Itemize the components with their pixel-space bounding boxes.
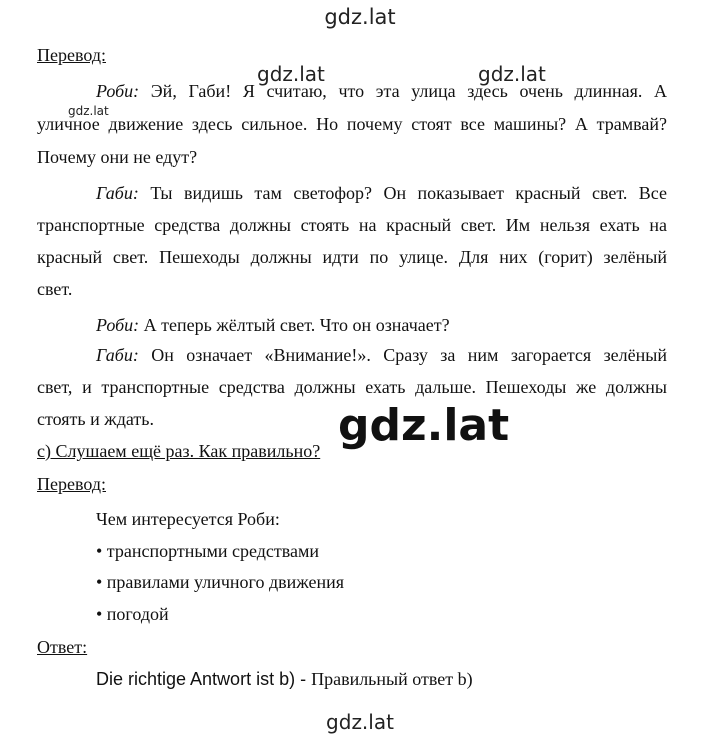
- watermark-top: gdz.lat: [324, 5, 396, 29]
- task-heading: c) Слушаем ещё раз. Как правильно?: [37, 441, 321, 461]
- dialogue-text: А теперь жёлтый свет. Что он означает?: [143, 315, 450, 335]
- dialogue-line: уличное движение здесь сильное. Но почему стоят все машины? А трамвай?: [37, 114, 667, 134]
- speaker-label: Габи:: [96, 345, 139, 365]
- dialogue-text: Эй, Габи! Я считаю, что эта улица здесь очень длинная. А: [150, 81, 667, 101]
- option-item: • правилами уличного движения: [96, 572, 345, 592]
- question-text: Чем интересуется Роби:: [96, 509, 280, 529]
- watermark-mid-right: gdz.lat: [478, 62, 546, 86]
- watermark-small: gdz.lat: [68, 104, 109, 118]
- answer-heading: Ответ:: [37, 637, 88, 657]
- speaker-label: Роби:: [96, 315, 140, 335]
- speaker-label: Габи:: [96, 183, 139, 203]
- watermark-mid-left: gdz.lat: [257, 62, 325, 86]
- dialogue-line: [96, 314, 450, 336]
- watermark-big: gdz.lat: [338, 400, 510, 451]
- dialogue-line: Почему они не едут?: [37, 147, 198, 167]
- speaker-label: Роби:: [96, 81, 140, 101]
- dialogue-line: свет.: [37, 279, 73, 299]
- dialogue-text: Ты видишь там светофор? Он показывает красный свет. Все: [150, 183, 668, 203]
- dialogue-line: [96, 80, 667, 102]
- translation-heading: Перевод:: [37, 45, 106, 65]
- dialogue-line: [96, 182, 667, 204]
- option-item: • транспортными средствами: [96, 541, 320, 561]
- answer-text: [96, 668, 473, 690]
- dialogue-line: красный свет. Пешеходы должны идти по улице. Для них (горит) зелёный: [37, 247, 667, 267]
- dialogue-line: [96, 344, 667, 366]
- option-item: • погодой: [96, 604, 169, 624]
- watermark-bottom: gdz.lat: [326, 710, 394, 734]
- answer-german: Die richtige Antwort ist b) -: [96, 669, 312, 689]
- translation-heading-2: Перевод:: [37, 474, 106, 494]
- dialogue-line: стоять и ждать.: [37, 409, 154, 429]
- dialogue-line: транспортные средства должны стоять на красный свет. Им нельзя ехать на: [37, 215, 667, 235]
- answer-russian: Правильный ответ b): [311, 669, 473, 689]
- dialogue-line: свет, и транспортные средства должны ехать дальше. Пешеходы же должны: [37, 377, 667, 397]
- dialogue-text: Он означает «Внимание!». Сразу за ним загорается зелёный: [151, 345, 667, 365]
